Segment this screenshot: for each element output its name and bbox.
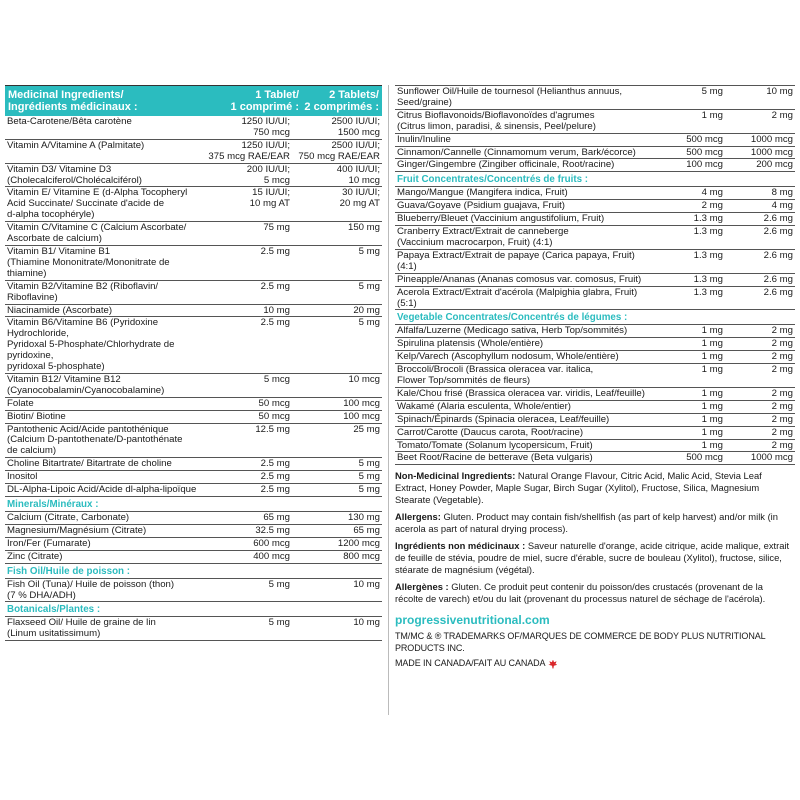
table-row	[395, 274, 795, 287]
dose-one-tablet: 200 IU/UI; 5 mcg	[246, 163, 290, 186]
dose-one-tablet: 2.5 mg	[260, 471, 290, 483]
dose-one-tablet: 2.5 mg	[260, 458, 290, 470]
non-medicinal-text: Natural Orange Flavour, Citric Acid, Malic Acid, Stevia Leaf Extract, Honey Powder, Maple Sugar, Birch Sugar (Xylitol), Fructose, Silica, Magnesium Stearate (Vegetable).	[395, 470, 762, 506]
dose-two-tablets: 1000 mcg	[750, 146, 793, 158]
dose-one-tablet: 5 mg	[701, 86, 723, 97]
table-row	[5, 525, 382, 538]
table-header	[5, 85, 382, 116]
dose-two-tablets: 20 mg	[353, 304, 380, 316]
section-fish-oil: Fish Oil/Huile de poisson :	[5, 564, 382, 579]
dose-one-tablet: 1.3 mg	[693, 273, 723, 285]
ingredient-name: Citrus Bioflavonoids/Bioflavonoïdes d'agrumes (Citrus limon, paradisi, & sinensis, Peel/pelure)	[397, 109, 596, 132]
dose-one-tablet: 500 mcg	[686, 133, 723, 145]
website-url: progressivenutritional.com	[395, 613, 550, 628]
dose-two-tablets: 2 mg	[771, 351, 793, 363]
dose-two-tablets: 2500 IU/UI; 750 mcg RAE/EAR	[298, 139, 380, 162]
dose-one-tablet: 1 mg	[701, 387, 723, 399]
dose-one-tablet: 1 mg	[701, 426, 723, 438]
dose-one-tablet: 2.5 mg	[260, 484, 290, 496]
table-row	[395, 364, 795, 388]
dose-two-tablets: 2 mg	[771, 400, 793, 412]
table-row	[5, 424, 382, 459]
ingredient-name: Vitamin B6/Vitamine B6 (Pyridoxine Hydrochloride, Pyridoxal 5-Phosphate/Chlorhydrate de pyridoxine, pyridoxal 5-phosphate)	[7, 317, 175, 373]
right-rows	[395, 85, 795, 172]
dose-one-tablet: 75 mg	[263, 222, 290, 234]
ingredient-name: Cranberry Extract/Extrait de canneberge (Vaccinium macrocarpon, Fruit) (4:1)	[397, 226, 569, 248]
table-row	[5, 116, 382, 140]
table-row	[395, 414, 795, 427]
ingredient-name: Vitamin E/ Vitamine E (d-Alpha Tocopheryl Acid Succinate/ Succinate d'acide de d-alpha tocophéryle)	[7, 187, 188, 221]
non-medicinal-note	[395, 470, 795, 506]
dose-one-tablet: 400 mcg	[253, 550, 290, 562]
table-row	[395, 159, 795, 172]
dose-two-tablets: 150 mg	[348, 222, 380, 234]
dose-one-tablet: 1 mg	[701, 109, 723, 121]
dose-two-tablets: 2.6 mg	[763, 286, 793, 298]
right-column	[395, 85, 795, 669]
header-one-tablet: 1 Tablet/ 1 comprimé :	[230, 89, 299, 113]
dose-one-tablet: 1.3 mg	[693, 249, 723, 261]
dose-two-tablets: 2 mg	[771, 109, 793, 121]
allergens-fr-note	[395, 581, 795, 605]
header-ingredient: Medicinal Ingredients/ Ingrédients médicinaux :	[8, 89, 138, 113]
dose-two-tablets: 2 mg	[771, 426, 793, 438]
dose-two-tablets: 2 mg	[771, 338, 793, 350]
dose-two-tablets: 5 mg	[358, 458, 380, 470]
ingredient-name: Inulin/Inuline	[397, 133, 451, 145]
table-row	[5, 512, 382, 525]
ingredient-name: Inositol	[7, 471, 38, 483]
dose-one-tablet: 1.3 mg	[693, 226, 723, 238]
table-row	[395, 401, 795, 414]
left-rows	[5, 116, 382, 497]
ingredient-name: Mango/Mangue (Mangifera indica, Fruit)	[397, 187, 568, 199]
dose-one-tablet: 1 mg	[701, 400, 723, 412]
dose-one-tablet: 65 mg	[263, 512, 290, 523]
table-row	[5, 281, 382, 305]
dose-one-tablet: 1.3 mg	[693, 286, 723, 298]
dose-two-tablets: 10 mg	[353, 578, 380, 590]
dose-one-tablet: 5 mcg	[263, 373, 290, 385]
table-row	[395, 287, 795, 311]
dose-two-tablets: 10 mg	[353, 617, 380, 629]
non-medicinal-fr-label: Ingrédients non médicinaux :	[395, 540, 526, 552]
table-row	[5, 317, 382, 374]
table-row	[5, 305, 382, 318]
section-vegetable: Vegetable Concentrates/Concentrés de légumes :	[395, 310, 795, 325]
table-row	[5, 411, 382, 424]
ingredient-name: Choline Bitartrate/ Bitartrate de choline	[7, 458, 172, 470]
table-row	[395, 187, 795, 200]
dose-two-tablets: 100 mcg	[343, 410, 380, 422]
table-row	[395, 200, 795, 213]
ingredient-name: Iron/Fer (Fumarate)	[7, 537, 91, 549]
ingredient-name: Acerola Extract/Extrait d'acérola (Malpighia glabra, Fruit) (5:1)	[397, 286, 638, 309]
dose-one-tablet: 5 mg	[268, 617, 290, 629]
dose-two-tablets: 5 mg	[358, 280, 380, 292]
dose-two-tablets: 2 mg	[771, 325, 793, 337]
dose-one-tablet: 2.5 mg	[260, 245, 290, 257]
table-row	[5, 484, 382, 497]
non-medicinal-fr-text: Saveur naturelle d'orange, acide citrique, acide malique, extrait de feuille de stévia, poudre de miel, sucre d'érable, sucre de bouleau (Xylitol), fructose, silice, stéarate de magnésium (végétal).	[395, 540, 790, 576]
dose-two-tablets: 4 mg	[771, 200, 793, 212]
ingredient-name: Broccoli/Brocoli (Brassica oleracea var. italica, Flower Top/sommités de fleurs)	[397, 364, 594, 387]
table-row	[395, 338, 795, 351]
dose-two-tablets: 2.6 mg	[763, 226, 793, 238]
ingredient-name: Spinach/Épinards (Spinacia oleracea, Leaf/feuille)	[397, 413, 610, 425]
table-row	[5, 538, 382, 551]
dose-one-tablet: 4 mg	[701, 187, 723, 199]
ingredient-name: Sunflower Oil/Huile de tournesol (Helianthus annuus, Seed/graine)	[397, 86, 623, 108]
table-row	[5, 164, 382, 188]
dose-one-tablet: 1250 IU/UI; 750 mcg	[241, 116, 290, 138]
dose-one-tablet: 2.5 mg	[260, 280, 290, 292]
dose-one-tablet: 2 mg	[701, 200, 723, 212]
table-row	[5, 551, 382, 564]
table-row	[395, 134, 795, 147]
ingredient-name: Vitamin C/Vitamine C (Calcium Ascorbate/ Ascorbate de calcium)	[7, 222, 187, 245]
dose-two-tablets: 200 mcg	[756, 159, 793, 171]
dose-two-tablets: 5 mg	[358, 471, 380, 483]
made-in-text: MADE IN CANADA/FAIT AU CANADA	[395, 658, 546, 669]
allergens-text: Gluten. Product may contain fish/shellfish (as part of kelp harvest) and/or milk (in acerola as part of natural drying process).	[395, 511, 778, 535]
dose-two-tablets: 100 mcg	[343, 397, 380, 409]
ingredient-name: Fish Oil (Tuna)/ Huile de poisson (thon) (7 % DHA/ADH)	[7, 578, 175, 601]
dose-one-tablet: 5 mg	[268, 578, 290, 590]
table-row	[395, 110, 795, 134]
ingredient-name: Kale/Chou frisé (Brassica oleracea var. viridis, Leaf/feuille)	[397, 387, 645, 399]
ingredient-name: Biotin/ Biotine	[7, 410, 66, 422]
dose-two-tablets: 1200 mcg	[337, 537, 380, 549]
table-row	[5, 140, 382, 164]
dose-two-tablets: 130 mg	[348, 512, 380, 523]
dose-two-tablets: 2 mg	[771, 439, 793, 451]
dose-two-tablets: 25 mg	[353, 423, 380, 435]
ingredient-name: Vitamin A/Vitamine A (Palmitate)	[7, 139, 145, 151]
ingredient-name: Calcium (Citrate, Carbonate)	[7, 512, 130, 523]
ingredient-name: Pantothenic Acid/Acide pantothénique (Calcium D-pantothenate/D-pantothénate de calcium)	[7, 423, 183, 457]
dose-two-tablets: 5 mg	[358, 245, 380, 257]
ingredient-name: Blueberry/Bleuet (Vaccinium angustifolium, Fruit)	[397, 213, 605, 225]
ingredient-name: Spirulina platensis (Whole/entière)	[397, 338, 544, 350]
ingredient-name: Beta-Carotene/Bêta carotène	[7, 116, 132, 127]
table-row	[395, 427, 795, 440]
table-row	[395, 213, 795, 226]
table-row	[395, 147, 795, 160]
ingredient-name: Tomato/Tomate (Solanum lycopersicum, Fruit)	[397, 439, 593, 451]
table-row	[395, 440, 795, 453]
header-two-tablets: 2 Tablets/ 2 comprimés :	[304, 89, 379, 113]
dose-two-tablets: 800 mcg	[343, 550, 380, 562]
allergens-fr-text: Gluten. Ce produit peut contenir du poisson/des crustacés (provenant de la récolte de varech) et/ou du lait (provenant du processus naturel de séchage de l'acérola).	[395, 581, 766, 605]
table-row	[395, 86, 795, 110]
dose-two-tablets: 5 mg	[358, 317, 380, 329]
dose-one-tablet: 50 mcg	[258, 410, 290, 422]
dose-one-tablet: 1 mg	[701, 325, 723, 337]
dose-one-tablet: 1 mg	[701, 338, 723, 350]
table-row	[5, 187, 382, 222]
dose-one-tablet: 12.5 mg	[255, 423, 290, 435]
dose-one-tablet: 2.5 mg	[260, 317, 290, 329]
dose-two-tablets: 8 mg	[771, 187, 793, 199]
fruit-rows	[395, 187, 795, 310]
ingredient-name: Magnesium/Magnésium (Citrate)	[7, 524, 147, 536]
dose-one-tablet: 100 mcg	[686, 159, 723, 171]
table-row	[5, 246, 382, 281]
ingredient-name: Guava/Goyave (Psidium guajava, Fruit)	[397, 200, 565, 212]
left-column	[5, 85, 382, 641]
allergens-label: Allergens:	[395, 511, 441, 523]
allergens-fr-label: Allergènes :	[395, 581, 449, 593]
dose-two-tablets: 2500 IU/UI; 1500 mcg	[331, 116, 380, 138]
dose-two-tablets: 2 mg	[771, 387, 793, 399]
non-medicinal-fr-note	[395, 540, 795, 576]
dose-two-tablets: 5 mg	[358, 484, 380, 496]
table-row	[395, 351, 795, 364]
table-row	[5, 617, 382, 641]
dose-two-tablets: 2.6 mg	[763, 213, 793, 225]
ingredient-name: Beet Root/Racine de betterave (Beta vulgaris)	[397, 452, 593, 464]
minerals-rows	[5, 512, 382, 564]
ingredient-name: Wakamé (Alaria esculenta, Whole/entier)	[397, 400, 571, 412]
dose-two-tablets: 10 mcg	[348, 373, 380, 385]
dose-two-tablets: 10 mg	[766, 86, 793, 97]
dose-two-tablets: 400 IU/UI; 10 mcg	[336, 163, 380, 186]
dose-one-tablet: 1 mg	[701, 351, 723, 363]
dose-one-tablet: 1 mg	[701, 413, 723, 425]
dose-one-tablet: 1250 IU/UI; 375 mcg RAE/EAR	[208, 139, 290, 162]
made-in-canada	[395, 657, 795, 669]
dose-one-tablet: 1.3 mg	[693, 213, 723, 225]
dose-two-tablets: 1000 mcg	[750, 452, 793, 464]
dose-two-tablets: 30 IU/UI; 20 mg AT	[339, 187, 380, 210]
table-row	[395, 388, 795, 401]
table-row	[5, 398, 382, 411]
table-row	[5, 471, 382, 484]
table-row	[5, 374, 382, 398]
allergens-note	[395, 511, 795, 535]
ingredient-name: Vitamin B12/ Vitamine B12 (Cyanocobalamin/Cyanocobalamine)	[7, 373, 165, 396]
trademark-text: TM/MC & ® TRADEMARKS OF/MARQUES DE COMMERCE DE BODY PLUS NUTRITIONAL PRODUCTS INC.	[395, 631, 766, 654]
ingredient-name: Papaya Extract/Extrait de papaye (Carica papaya, Fruit) (4:1)	[397, 249, 635, 272]
ingredient-name: Pineapple/Ananas (Ananas comosus var. comosus, Fruit)	[397, 273, 642, 285]
column-divider	[388, 85, 389, 715]
section-botanicals: Botanicals/Plantes :	[5, 602, 382, 617]
table-row	[395, 226, 795, 250]
vegetable-rows	[395, 325, 795, 465]
table-row	[5, 458, 382, 471]
fish-rows	[5, 579, 382, 603]
ingredient-name: Vitamin B2/Vitamine B2 (Riboflavin/ Riboflavine)	[7, 280, 159, 303]
dose-two-tablets: 2.6 mg	[763, 249, 793, 261]
ingredient-name: Flaxseed Oil/ Huile de graine de lin (Linum usitatissimum)	[7, 617, 156, 640]
ingredient-name: Cinnamon/Cannelle (Cinnamomum verum, Bark/écorce)	[397, 146, 636, 158]
ingredient-name: Vitamin B1/ Vitamine B1 (Thiamine Mononitrate/Mononitrate de thiamine)	[7, 245, 170, 279]
ingredient-name: Alfalfa/Luzerne (Medicago sativa, Herb Top/sommités)	[397, 325, 628, 337]
table-row	[395, 250, 795, 274]
table-row	[395, 452, 795, 465]
botanicals-rows	[5, 617, 382, 641]
dose-two-tablets: 2 mg	[771, 413, 793, 425]
table-row	[395, 325, 795, 338]
dose-one-tablet: 10 mg	[263, 304, 290, 316]
table-row	[5, 222, 382, 246]
dose-one-tablet: 500 mcg	[686, 146, 723, 158]
dose-one-tablet: 1 mg	[701, 439, 723, 451]
dose-two-tablets: 65 mg	[353, 524, 380, 536]
ingredient-name: Ginger/Gingembre (Zingiber officinale, Root/racine)	[397, 159, 615, 171]
dose-two-tablets: 2 mg	[771, 364, 793, 376]
dose-one-tablet: 32.5 mg	[255, 524, 290, 536]
ingredient-name: Vitamin D3/ Vitamine D3 (Cholecalciferol/Cholécalciférol)	[7, 163, 142, 186]
ingredient-name: Carrot/Carotte (Daucus carota, Root/racine)	[397, 426, 584, 438]
ingredient-name: Kelp/Varech (Ascophyllum nodosum, Whole/entière)	[397, 351, 619, 363]
dose-two-tablets: 1000 mcg	[750, 133, 793, 145]
dose-two-tablets: 2.6 mg	[763, 273, 793, 285]
non-medicinal-label: Non-Medicinal Ingredients:	[395, 470, 516, 482]
dose-one-tablet: 15 IU/UI; 10 mg AT	[249, 187, 290, 210]
dose-one-tablet: 600 mcg	[253, 537, 290, 549]
dose-one-tablet: 50 mcg	[258, 397, 290, 409]
section-minerals: Minerals/Minéraux :	[5, 497, 382, 512]
ingredient-name: Zinc (Citrate)	[7, 550, 63, 562]
dose-one-tablet: 1 mg	[701, 364, 723, 376]
maple-leaf-icon	[548, 660, 557, 669]
ingredient-name: Folate	[7, 397, 34, 409]
section-fruit: Fruit Concentrates/Concentrés de fruits :	[395, 172, 795, 187]
table-row	[5, 579, 382, 603]
dose-one-tablet: 500 mcg	[686, 452, 723, 464]
ingredient-name: Niacinamide (Ascorbate)	[7, 304, 113, 316]
ingredient-name: DL-Alpha-Lipoic Acid/Acide dl-alpha-lipoïque	[7, 484, 197, 496]
